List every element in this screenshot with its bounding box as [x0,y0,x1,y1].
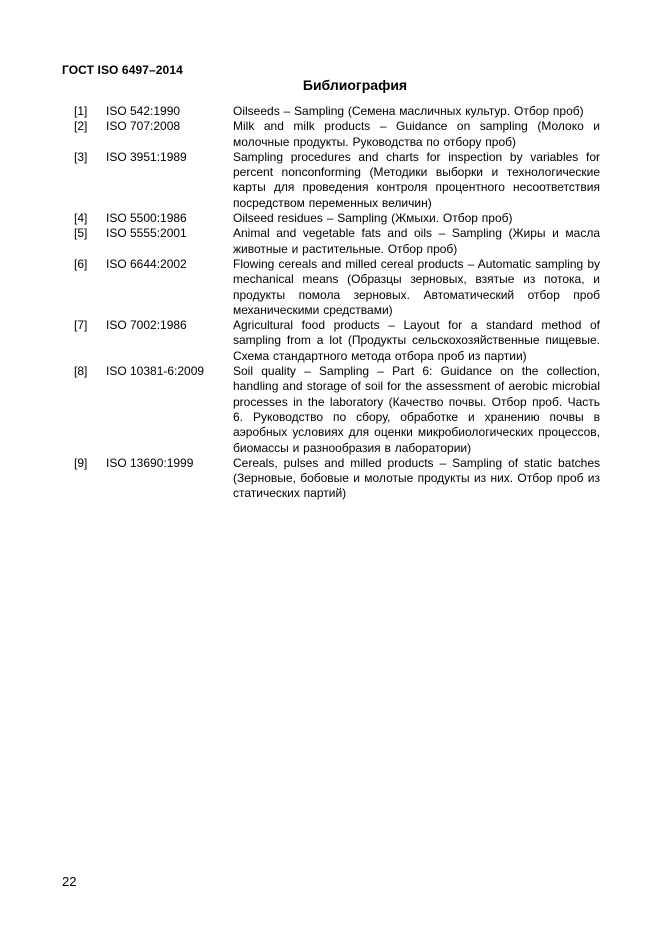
entry-number: [5] [74,226,88,241]
entry-text: Soil quality – Sampling – Part 6: Guidance on the collection, handling and storage of soil for the assessment of aerobic microbial processes in the laboratory (Качество почвы. Отбор проб. Часть 6. Руководство по сбору, обработке и хранению почвы в аэробных условиях для оценки микробиологических процессов, биомассы и разнообразия в лаборатории) [233,364,600,455]
entry-text: Sampling procedures and charts for inspection by variables for percent nonconforming (Методики выборки и технологические карты для проведения контроля процентного несоответствия посредством переменных величин) [233,149,600,210]
bibliography-entry [74,257,600,318]
entry-standard-code: ISO 5500:1986 [106,211,187,226]
entry-standard-code: ISO 13690:1999 [106,455,194,470]
bibliography-entry [74,226,600,257]
bibliography-entry [74,318,600,364]
entry-number: [7] [74,318,88,333]
bibliography-entry [74,211,600,226]
bibliography-entry [74,104,600,119]
entry-standard-code: ISO 3951:1989 [106,149,187,164]
entry-number: [6] [74,256,88,271]
entry-number: [8] [74,364,88,379]
entry-text: Flowing cereals and milled cereal products – Automatic sampling by mechanical means (Образцы зерновых, взятые из потока, и продукты помола зерновых. Автоматический отбор проб механическими средствами) [233,256,600,317]
document-code: ГОСТ ISO 6497–2014 [62,63,183,77]
bibliography-list [74,104,600,502]
entry-standard-code: ISO 10381-6:2009 [106,364,205,379]
entry-number: [9] [74,455,88,470]
entry-text: Cereals, pulses and milled products – Sampling of static batches (Зерновые, бобовые и молотые продукты из них. Отбор проб из статических партий) [233,455,600,501]
bibliography-entry [74,456,600,502]
bibliography-entry [74,150,600,211]
page-number: 22 [62,874,77,889]
entry-number: [4] [74,211,88,226]
entry-text: Oilseed residues – Sampling (Жмыхи. Отбор проб) [233,211,513,226]
entry-standard-code: ISO 6644:2002 [106,256,187,271]
bibliography-entry [74,119,600,150]
bibliography-entry [74,364,600,456]
entry-standard-code: ISO 542:1990 [106,104,181,118]
entry-text: Oilseeds – Sampling (Семена масличных культур. Отбор проб) [233,104,584,118]
page-title: Библиография [302,77,408,93]
entry-standard-code: ISO 7002:1986 [106,318,187,333]
entry-standard-code: ISO 707:2008 [106,119,181,134]
entry-text: Agricultural food products – Layout for a standard method of sampling from a lot (Продукты сельскохозяйственные пищевые. Схема стандартного метода отбора проб из партии) [233,318,600,363]
entry-number: [3] [74,149,88,164]
entry-text: Animal and vegetable fats and oils – Sampling (Жиры и масла животные и растительные. Отбор проб) [233,226,600,256]
entry-standard-code: ISO 5555:2001 [106,226,187,241]
entry-text: Milk and milk products – Guidance on sampling (Молоко и молочные продукты. Руководства по отбору проб) [233,119,600,149]
entry-number: [2] [74,119,88,134]
entry-number: [1] [74,104,88,118]
